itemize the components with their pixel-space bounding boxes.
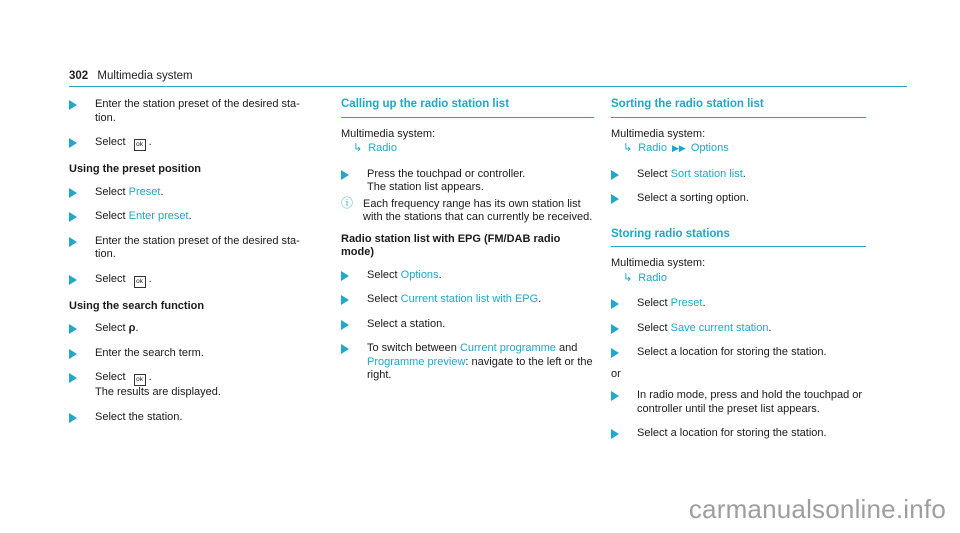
ok-icon: ok (134, 139, 146, 151)
step-select-a-station (341, 318, 594, 332)
current-programme-link[interactable]: Current programme (459, 342, 556, 354)
double-chevron-icon: ▶▶ (671, 143, 686, 153)
step-arrow-icon (611, 170, 619, 180)
preset-link[interactable]: Preset (670, 297, 703, 309)
section-name: Multimedia system (97, 70, 193, 82)
path-radio[interactable]: Radio (368, 142, 397, 154)
step-text: and (559, 342, 578, 354)
step-enter-preset-2 (69, 235, 319, 262)
step-arrow-icon (69, 373, 77, 383)
step-arrow-icon (341, 295, 349, 305)
step-text: Select a location for storing the station. (637, 427, 827, 439)
column-2 (341, 98, 594, 383)
column-3 (611, 98, 866, 441)
step-text: Enter the station preset of the desired sta- tion. (95, 98, 300, 124)
step-select-ok-3: Select ok . The results are displayed. (69, 371, 319, 400)
step-arrow-icon (69, 212, 77, 222)
header-rule (69, 86, 907, 87)
page-number: 302 (69, 70, 89, 82)
step-switch-programme (341, 342, 594, 383)
sort-station-list-link[interactable]: Sort station list (670, 167, 743, 180)
result-text: The results are displayed. (95, 386, 221, 398)
step-text: : navigate to the left or the right. (367, 355, 593, 381)
search-heading: Using the search function (69, 299, 205, 312)
path-options[interactable]: Options (690, 142, 729, 154)
step-select-preset: Select Preset. (69, 186, 319, 200)
programme-preview-link[interactable]: Programme preview (367, 355, 466, 368)
info-icon: ⓘ (341, 195, 354, 210)
step-arrow-icon (611, 429, 619, 439)
step-arrow-icon (611, 324, 619, 334)
step-arrow-icon (341, 344, 349, 354)
save-current-station-link[interactable]: Save current station (670, 321, 769, 334)
step-press-touchpad (341, 168, 594, 195)
step-text: Select (95, 210, 126, 222)
step-text: Select (637, 321, 668, 334)
enter-preset-link[interactable]: Enter preset (128, 210, 189, 222)
step-text: Select (367, 293, 398, 305)
menu-path (623, 142, 866, 156)
step-text: To switch between (367, 342, 457, 354)
ok-icon: ok (134, 374, 146, 386)
info-note (341, 195, 594, 225)
step-arrow-icon (611, 299, 619, 309)
ok-icon: ok (134, 276, 146, 288)
step-arrow-icon (341, 271, 349, 281)
step-text: Select (637, 167, 668, 180)
search-icon: ρ (128, 322, 136, 334)
preset-link[interactable]: Preset (128, 185, 161, 198)
step-arrow-icon (69, 324, 77, 334)
step-select-save: Select Save current station. (611, 322, 866, 336)
step-select-location (611, 346, 866, 360)
step-enter-preset (69, 98, 319, 125)
path-radio[interactable]: Radio (638, 271, 667, 284)
step-text: Enter the station preset of the desired sta- tion. (95, 234, 300, 260)
path-arrow-icon: ↳ (623, 271, 633, 284)
step-select-preset: Select Preset. (611, 297, 866, 311)
preset-heading: Using the preset position (69, 163, 202, 175)
step-text: Select (95, 185, 126, 198)
step-select-station (69, 411, 319, 425)
calling-up-title: Calling up the radio station list (341, 98, 594, 118)
step-arrow-icon (69, 275, 77, 285)
step-select-enter-preset: Select Enter preset. (69, 210, 319, 224)
current-station-list-epg-link[interactable]: Current station list with EPG (400, 293, 539, 305)
column-1 (69, 98, 319, 424)
step-arrow-icon (341, 320, 349, 330)
step-arrow-icon (341, 170, 349, 180)
step-select-ok: Select ok . (69, 136, 319, 151)
info-text: Each frequency range has its own station list with the stations that can currently be received. (363, 197, 593, 223)
step-select-sorting (611, 192, 866, 206)
step-text: Enter the search term. (95, 346, 204, 359)
step-arrow-icon (611, 391, 619, 401)
storing-title: Storing radio stations (611, 228, 866, 248)
step-text: Select (95, 136, 126, 148)
step-text: Select a station. (367, 317, 446, 330)
step-select-ok-2: Select ok . (69, 273, 319, 288)
step-radio-mode (611, 389, 866, 416)
step-select-search: Select ρ. (69, 322, 319, 336)
sorting-title: Sorting the radio station list (611, 98, 866, 118)
menu-path (353, 142, 594, 156)
menu-path (623, 272, 866, 286)
step-text: Select (95, 272, 126, 285)
step-arrow-icon (69, 237, 77, 247)
path-arrow-icon: ↳ (353, 142, 363, 154)
mm-system-label: Multimedia system: (611, 127, 706, 140)
step-arrow-icon (69, 413, 77, 423)
step-arrow-icon (69, 349, 77, 359)
step-text: Select (95, 371, 126, 383)
step-arrow-icon (611, 348, 619, 358)
mm-system-label: Multimedia system: (611, 257, 706, 269)
step-select-sort: Select Sort station list. (611, 168, 866, 182)
watermark: carmanualsonline.info (688, 494, 946, 524)
step-text: Select the station. (95, 410, 183, 423)
step-enter-search (69, 347, 319, 361)
step-text: In radio mode, press and hold the touchpad or controller until the preset list appears. (637, 389, 863, 415)
path-arrow-icon: ↳ (623, 142, 633, 154)
step-arrow-icon (611, 194, 619, 204)
options-link[interactable]: Options (400, 268, 439, 281)
mm-system-label: Multimedia system: (341, 127, 436, 140)
step-text: Select a sorting option. (637, 192, 749, 204)
step-arrow-icon (69, 188, 77, 198)
step-select-options: Select Options. (341, 269, 594, 283)
result-text: The station list appears. (367, 181, 484, 193)
step-text: Press the touchpad or controller. (367, 167, 526, 180)
or-text: or (611, 367, 621, 380)
step-text: Select (367, 268, 398, 281)
step-text: Select a location for storing the station. (637, 346, 827, 358)
epg-heading: Radio station list with EPG (FM/DAB radio mode) (341, 232, 561, 258)
step-select-location-2 (611, 427, 866, 441)
step-arrow-icon (69, 100, 77, 110)
step-arrow-icon (69, 138, 77, 148)
step-select-epg-list: Select Current station list with EPG. (341, 293, 594, 307)
page-header (69, 70, 193, 82)
step-text: Select (637, 297, 668, 309)
path-radio[interactable]: Radio (638, 142, 667, 154)
step-text: Select (95, 322, 126, 334)
